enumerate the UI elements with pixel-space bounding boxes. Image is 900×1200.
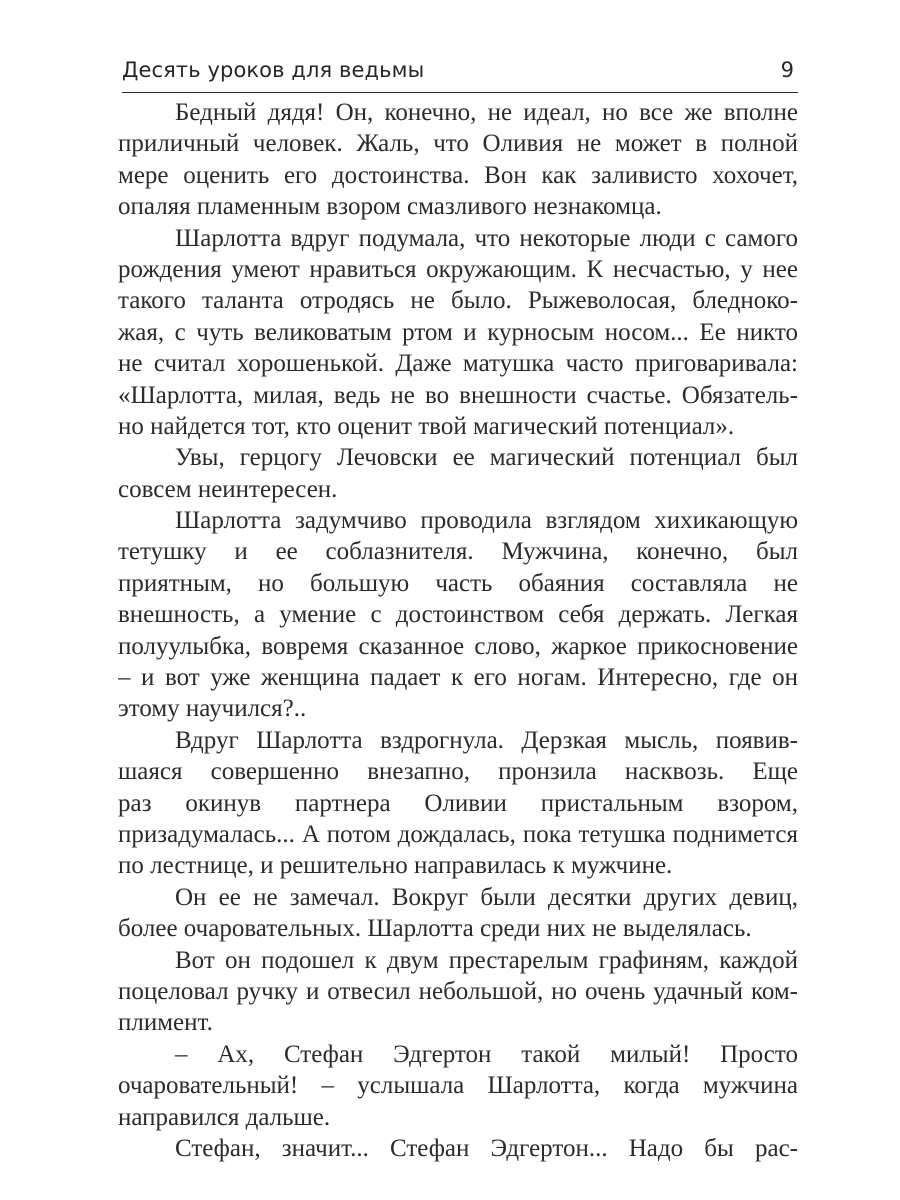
text-line: Вдруг Шарлотта вздрогнула. Дерзкая мысль, появив- [175,726,798,754]
paragraph [118,1039,798,1133]
book-title: Десять уроков для ведьмы [122,58,425,82]
text-line: Шарлотта вдруг подумала, что некоторые люди с самого [175,224,798,252]
text-line: – и вот уже женщина падает к его ногам. Интересно, где он [118,664,798,692]
running-header [122,58,798,93]
paragraph [118,945,798,1039]
text-line: такого таланта отродясь не было. Рыжеволосая, бледноко- [118,287,798,315]
text-line: Вот он подошел к двум престарелым графиням, каждой [175,946,798,974]
text-line: более очаровательных. Шарлотта среди них не выделялась. [118,915,752,943]
text-line: Стефан, значит... Стефан Эдгертон... Надо бы рас- [175,1134,798,1162]
text-line: очаровательный! – услышала Шарлотта, когда мужчина [118,1072,798,1100]
text-line: жая, с чуть великоватым ртом и курносым носом... Ее никто [118,318,798,346]
paragraph [118,882,798,945]
text-line: не считал хорошенькой. Даже матушка часто приговаривала: [118,350,798,378]
text-line: – Ах, Стефан Эдгертон такой милый! Просто [175,1040,798,1068]
text-line: опаляя пламенным взором смазливого незнакомца. [118,193,662,221]
paragraph [118,442,798,505]
text-line: раз окинув партнера Оливии пристальным взором, [118,789,798,817]
text-line: Шарлотта задумчиво проводила взглядом хихикающую [175,507,798,535]
page-number: 9 [780,58,794,82]
text-line: шаяся совершенно внезапно, пронзила насквозь. Еще [118,758,798,786]
text-line: совсем неинтересен. [118,475,338,503]
text-line: тетушку и ее соблазнителя. Мужчина, конечно, был [118,538,798,566]
text-line: «Шарлотта, милая, ведь не во внешности счастье. Обязатель- [118,381,798,409]
paragraph [118,223,798,443]
text-line: этому научился?.. [118,695,307,723]
text-line: внешность, а умение с достоинством себя держать. Легкая [118,601,798,629]
text-line: но найдется тот, кто оценит твой магический потенциал». [118,412,735,440]
text-line: поцеловал ручку и отвесил небольшой, но очень удачный ком- [118,977,798,1005]
text-line: мере оценить его достоинства. Вон как заливисто хохочет, [118,161,798,189]
paragraph [118,505,798,725]
text-line: полуулыбка, вовремя сказанное слово, жаркое прикосновение [118,632,798,660]
paragraph [118,725,798,882]
paragraph [118,1133,798,1164]
text-line: рождения умеют нравиться окружающим. К несчастью, у нее [118,255,798,283]
text-line: направился дальше. [118,1103,331,1131]
text-line: плимент. [118,1009,213,1037]
text-line: по лестнице, и решительно направилась к мужчине. [118,852,673,880]
paragraph [118,97,798,223]
text-line: Бедный дядя! Он, конечно, не идеал, но все же вполне [175,99,798,126]
text-line: приличный человек. Жаль, что Оливия не может в полной [118,130,798,158]
text-line: призадумалась... А потом дождалась, пока тетушка поднимется [118,820,798,848]
text-line: Увы, герцогу Лечовски ее магический потенциал был [175,444,798,472]
text-line: Он ее не замечал. Вокруг были десятки других девиц, [175,883,798,911]
body-text [118,97,798,1164]
text-line: приятным, но большую часть обаяния составляла не [118,569,798,597]
